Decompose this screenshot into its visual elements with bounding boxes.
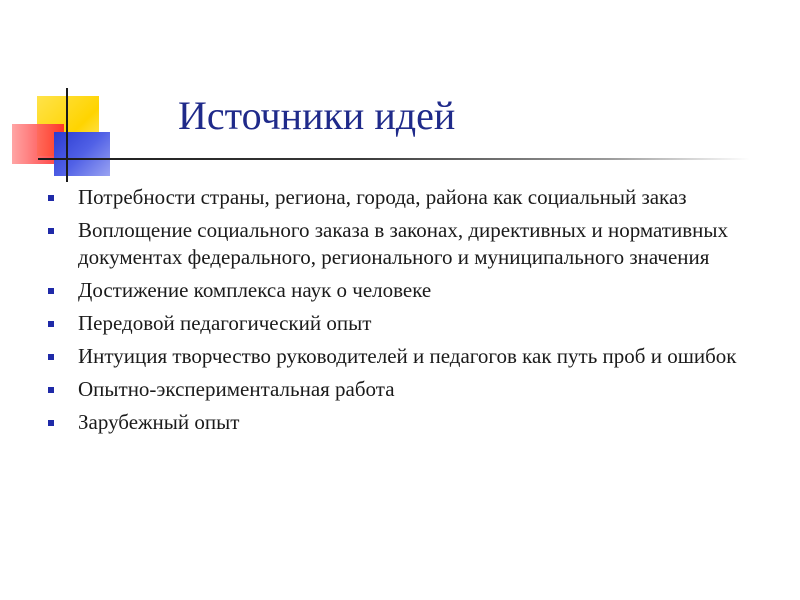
list-item bbox=[46, 343, 766, 370]
square-bullet-icon bbox=[48, 228, 54, 234]
square-bullet-icon bbox=[48, 195, 54, 201]
list-item bbox=[46, 310, 766, 337]
list-item-text: Потребности страны, региона, города, района как социальный заказ bbox=[78, 185, 687, 209]
square-bullet-icon bbox=[48, 288, 54, 294]
title-underline-rule bbox=[38, 158, 750, 160]
list-item-text: Воплощение социального заказа в законах, директивных и нормативных документах федерального, регионального и муниципального значения bbox=[78, 218, 728, 269]
slide-title: Источники идей bbox=[178, 93, 456, 138]
list-item-text: Достижение комплекса наук о человеке bbox=[78, 278, 432, 302]
bullet-list bbox=[46, 184, 766, 442]
list-item-text: Опытно-экспериментальная работа bbox=[78, 377, 395, 401]
square-bullet-icon bbox=[48, 321, 54, 327]
square-bullet-icon bbox=[48, 387, 54, 393]
list-item bbox=[46, 184, 766, 211]
list-item bbox=[46, 217, 766, 271]
list-item-text: Зарубежный опыт bbox=[78, 410, 240, 434]
list-item bbox=[46, 277, 766, 304]
square-bullet-icon bbox=[48, 354, 54, 360]
list-item-text: Интуиция творчество руководителей и педагогов как путь проб и ошибок bbox=[78, 344, 737, 368]
list-item-text: Передовой педагогический опыт bbox=[78, 311, 372, 335]
list-item bbox=[46, 376, 766, 403]
list-item bbox=[46, 409, 766, 436]
blue-square-icon bbox=[54, 132, 110, 176]
square-bullet-icon bbox=[48, 420, 54, 426]
vertical-rule bbox=[66, 88, 68, 182]
